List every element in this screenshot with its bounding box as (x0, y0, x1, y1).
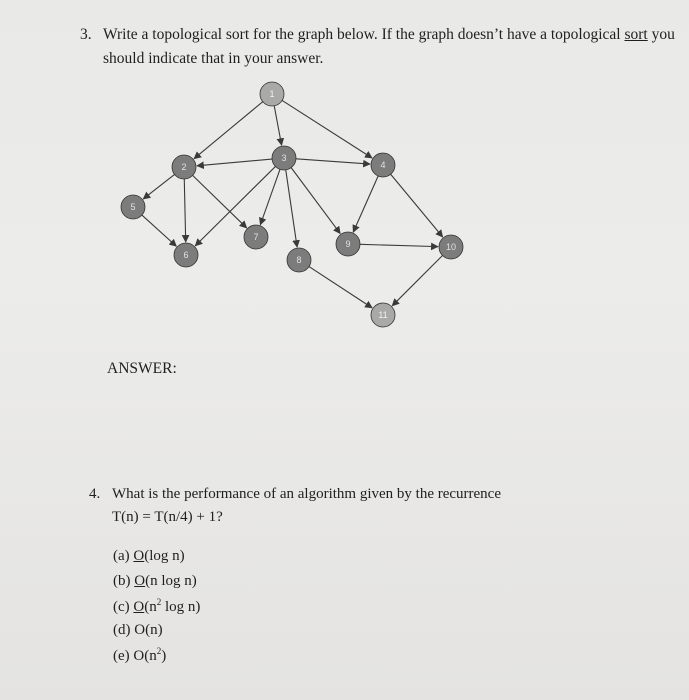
edge-4-to-9 (353, 176, 378, 232)
edge-4-to-10 (391, 174, 443, 237)
node-8-label: 8 (296, 255, 302, 265)
answer-options (113, 548, 200, 671)
option-a: (a) O(log n) (113, 548, 185, 564)
edge-3-to-4 (296, 159, 370, 164)
underlined-word: sort (624, 26, 648, 43)
node-2 (172, 155, 196, 179)
question-4-recurrence: T(n) = T(n/4) + 1? (112, 509, 223, 525)
node-8 (287, 248, 311, 272)
edge-8-to-11 (309, 267, 372, 308)
option-e: (e) $O(n^2)$ (113, 646, 167, 664)
edge-3-to-8 (286, 170, 297, 247)
directed-graph (115, 80, 475, 330)
edge-3-to-7 (260, 169, 280, 224)
node-3 (272, 146, 296, 170)
node-5-label: 5 (130, 202, 136, 212)
node-9 (336, 232, 360, 256)
edge-2-to-7 (193, 175, 247, 228)
option-c: (c) $O(n^2$ log n) (113, 597, 201, 615)
edge-3-to-9 (291, 168, 340, 234)
node-5 (121, 195, 145, 219)
edge-10-to-11 (392, 255, 442, 305)
option-d: (d) O(n) (113, 621, 163, 638)
answer-label: ANSWER: (107, 360, 177, 377)
node-7 (244, 225, 268, 249)
node-3-label: 3 (281, 153, 287, 163)
node-11-label: 11 (378, 310, 388, 320)
question-4-number: 4. (89, 486, 101, 502)
question-4-text-line-1: What is the performance of an algorithm given by the recurrence (112, 486, 501, 502)
edge-1-to-2 (194, 102, 263, 159)
edge-1-to-4 (282, 100, 372, 158)
node-10-label: 10 (445, 242, 457, 252)
question-3-text-line-2: should indicate that in your answer. (103, 50, 324, 67)
node-4-label: 4 (380, 160, 386, 170)
node-2-label: 2 (181, 162, 187, 172)
node-6-label: 6 (183, 250, 189, 260)
edge-9-to-10 (360, 244, 438, 246)
edge-5-to-6 (142, 215, 176, 246)
question-3-number: 3. (80, 26, 92, 43)
node-10 (439, 235, 463, 259)
node-11 (371, 303, 395, 327)
node-6 (174, 243, 198, 267)
edge-2-to-5 (143, 174, 174, 199)
edge-2-to-6 (184, 179, 185, 242)
question-3-text-line-1: Write a topological sort for the graph below. If the graph doesn’t have a topological sort you (103, 26, 675, 43)
node-7-label: 7 (253, 232, 259, 242)
edge-1-to-3 (274, 106, 281, 145)
node-4 (371, 153, 395, 177)
node-1 (260, 82, 284, 106)
edge-3-to-2 (197, 159, 272, 166)
option-b: (b) O(n log n) (113, 572, 197, 589)
node-1-label: 1 (269, 89, 275, 99)
node-9-label: 9 (345, 239, 351, 249)
